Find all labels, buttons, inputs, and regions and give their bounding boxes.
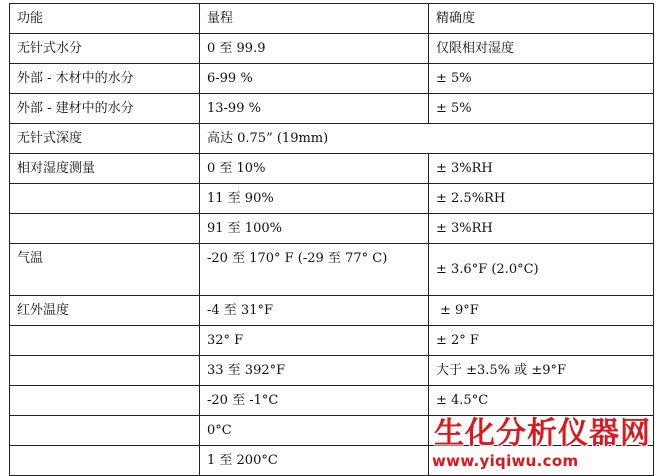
accuracy-cell: ± 3.6°F (2.0°C) [429, 244, 654, 296]
range-cell: -20 至 170° F (-29 至 77° C) [200, 244, 429, 296]
accuracy-cell: 仅限相对湿度 [429, 34, 654, 64]
range-cell: 1 至 200°C [200, 446, 429, 476]
accuracy-cell: ± 2° F [429, 326, 654, 356]
table-row [10, 326, 654, 356]
table-row [10, 244, 654, 296]
accuracy-cell: ± 5% [429, 94, 654, 124]
range-cell: 11 至 90% [200, 184, 429, 214]
table-row [10, 124, 654, 154]
range-cell: 32° F [200, 326, 429, 356]
function-cell: 外部 - 木材中的水分 [10, 64, 200, 94]
range-cell: 0°C [200, 416, 429, 446]
table-header-row [10, 4, 654, 34]
accuracy-cell: ± 5% [429, 64, 654, 94]
function-cell [10, 326, 200, 356]
watermark [428, 416, 656, 474]
function-cell: 相对湿度测量 [10, 154, 200, 184]
function-cell [10, 386, 200, 416]
function-cell: 无针式深度 [10, 124, 200, 154]
function-cell [10, 214, 200, 244]
function-cell: 红外温度 [10, 296, 200, 326]
range-cell: 高达 0.75” (19mm) [200, 124, 654, 154]
table-row [10, 184, 654, 214]
range-cell: 6-99 % [200, 64, 429, 94]
range-cell: 0 至 99.9 [200, 34, 429, 64]
accuracy-cell: ± 3%RH [429, 214, 654, 244]
watermark-title: 生化分析仪器网 [434, 416, 651, 451]
range-cell: 0 至 10% [200, 154, 429, 184]
function-cell [10, 356, 200, 386]
spec-table [9, 3, 654, 476]
function-cell: 无针式水分 [10, 34, 200, 64]
table-row [10, 94, 654, 124]
range-cell: -20 至 -1°C [200, 386, 429, 416]
header-accuracy: 精确度 [429, 4, 654, 34]
table-row [10, 64, 654, 94]
table-row [10, 386, 654, 416]
range-cell: -4 至 31°F [200, 296, 429, 326]
header-function: 功能 [10, 4, 200, 34]
function-cell: 外部 - 建材中的水分 [10, 94, 200, 124]
table-row [10, 296, 654, 326]
accuracy-cell: ± 3%RH [429, 154, 654, 184]
table-row [10, 356, 654, 386]
accuracy-cell: ± 2.5%RH [429, 184, 654, 214]
function-cell [10, 184, 200, 214]
watermark-url: www.yiqiwu.com [432, 452, 579, 470]
table-row [10, 214, 654, 244]
range-cell: 33 至 392°F [200, 356, 429, 386]
range-cell: 91 至 100% [200, 214, 429, 244]
function-cell [10, 446, 200, 476]
header-range: 量程 [200, 4, 429, 34]
accuracy-cell: ± 4.5°C [429, 386, 654, 416]
accuracy-cell: ± 9°F [429, 296, 654, 326]
range-cell: 13-99 % [200, 94, 429, 124]
table-row [10, 34, 654, 64]
function-cell [10, 416, 200, 446]
accuracy-cell: 大于 ±3.5% 或 ±9°F [429, 356, 654, 386]
table-row [10, 154, 654, 184]
function-cell: 气温 [10, 244, 200, 296]
